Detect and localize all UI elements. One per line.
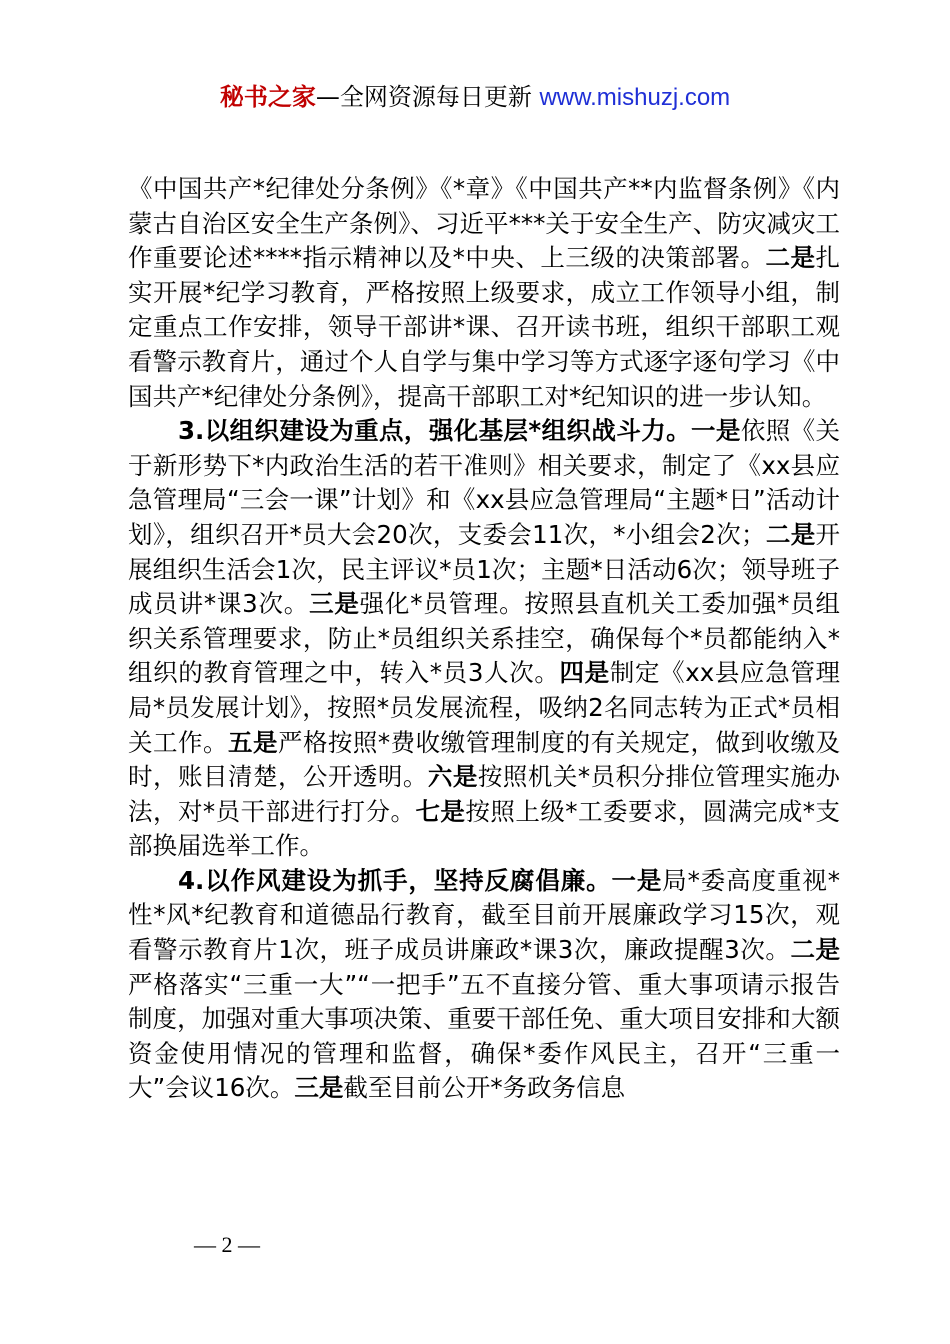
section-3-text-2: 开展组织生活会1次，民主评议*员1次；主题*日活动6次；领导班子成员讲*课3次。	[128, 519, 841, 619]
section-3-marker-7: 七是	[415, 796, 466, 826]
section-3-heading: 3.以组织建设为重点，强化基层*组织战斗力。	[178, 416, 692, 446]
section-4-text-2: 严格落实“三重一大”“一把手”五不直接分管、重大事项请示报告制度，加强对重大事项决策、重要干部任免、重大项目安排和大额资金使用情况的管理和监督，确保*委作风民主，召开“三重一大”会议16次。	[128, 969, 840, 1103]
site-slogan: —全网资源每日更新	[315, 83, 532, 111]
site-brand: 秘书之家	[219, 83, 316, 111]
paragraph-1-text-2: 扎实开展*纪学习教育，严格按照上级要求，成立工作领导小组，制定重点工作安排，领导干部讲*课、召开读书班，组织干部职工观看警示教育片，通过个人自学与集中学习等方式逐字逐句学习《中国共产*纪律处分条例》，提高干部职工对*纪知识的进一步认知。	[128, 243, 841, 411]
paragraph-1	[128, 172, 840, 414]
section-4-heading: 4.以作风建设为抓手，坚持反腐倡廉。	[178, 865, 612, 895]
section-3-text-5: 严格按照*费收缴管理制度的有关规定，做到收缴及时，账目清楚，公开透明。	[128, 727, 841, 792]
page-number: — 2 —	[194, 1232, 260, 1257]
section-4-text-3: 截至目前公开*务政务信息	[343, 1073, 626, 1103]
paragraph-section-4	[128, 864, 840, 1106]
section-4-marker-1: 一是	[611, 865, 663, 895]
section-3-text-3: 强化*员管理。按照县直机关工委加强*员组织关系管理要求，防止*员组织关系挂空，确保每个*员都能纳入*组织的教育管理之中，转入*员3人次。	[128, 589, 840, 688]
section-3-marker-6: 六是	[427, 762, 478, 792]
section-4-marker-3: 三是	[294, 1073, 344, 1103]
section-3-text-6: 按照机关*员积分排位管理实施办法，对*员干部进行打分。	[128, 762, 841, 826]
section-4-text-1: 局*委高度重视*性*风*纪教育和道德品行教育，截至目前开展廉政学习15次，观看警示教育片1次，班子成员讲廉政*课3次，廉政提醒3次。	[128, 865, 840, 965]
section-3-marker-3: 三是	[309, 589, 360, 619]
section-3-marker-1: 一是	[691, 416, 741, 446]
section-3-marker-5: 五是	[227, 727, 278, 757]
section-3-marker-2: 二是	[765, 519, 816, 549]
section-3-marker-4: 四是	[559, 658, 610, 688]
section-4-marker-2: 二是	[790, 935, 841, 965]
paragraph-section-3	[128, 414, 840, 864]
site-url-link[interactable]: www.mishuzj.com	[539, 84, 731, 111]
paragraph-1-text: 《中国共产*纪律处分条例》《*章》《中国共产**内监督条例》《内蒙古自治区安全生产条例》、习近平***关于安全生产、防灾减灾工作重要论述****指示精神以及*中央、上三级的决策部署。	[128, 174, 840, 273]
section-3-text-4: 制定《xx县应急管理局*员发展计划》，按照*员发展流程，吸纳2名同志转为正式*员相关工作。	[128, 658, 840, 757]
paragraph-1-marker-2: 二是	[765, 243, 816, 273]
site-header	[0, 80, 950, 115]
document-body	[128, 172, 840, 1106]
section-3-text-7: 按照上级*工委要求，圆满完成*支部换届选举工作。	[128, 796, 841, 861]
section-3-text-1: 依照《关于新形势下*内政治生活的若干准则》相关要求，制定了《xx县应急管理局“三会一课”计划》和《xx县应急管理局“主题*日”活动计划》，组织召开*员大会20次，支委会11次，*小组会2次；	[128, 416, 841, 549]
